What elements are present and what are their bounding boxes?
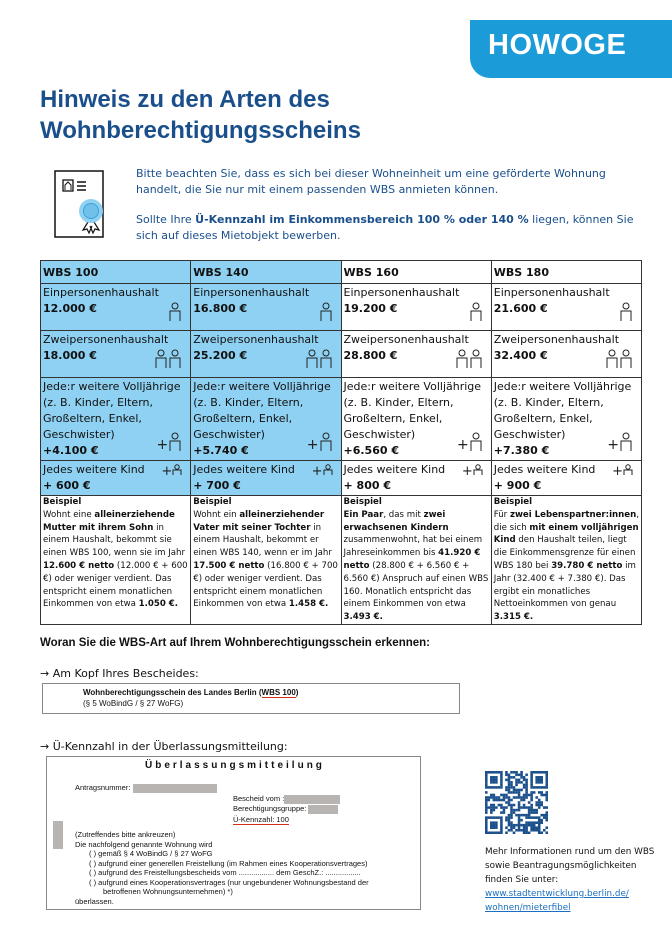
column-header: WBS 100 <box>41 261 191 284</box>
row-label: Jedes weitere Kind <box>493 463 596 476</box>
page-title: Hinweis zu den Arten des Wohnberechtigungsscheins <box>40 86 361 144</box>
highlight-text: Ü-Kennzahl im Einkommensbereich 100 % oder 140 % <box>195 213 529 226</box>
column-header: WBS 140 <box>191 261 341 284</box>
row-label: Einpersonenhaushalt <box>493 286 610 299</box>
person-icon: + <box>462 464 483 491</box>
example-label: Beispiel <box>43 497 82 507</box>
wbs-income-table <box>40 260 642 625</box>
row-label: Einpersonenhaushalt <box>193 286 310 299</box>
income-cell-child <box>41 461 191 496</box>
redacted <box>133 784 217 793</box>
income-amount: 12.000 € <box>43 302 97 315</box>
example-label: Beispiel <box>493 497 533 507</box>
income-cell-child <box>341 461 491 496</box>
person-icon: + <box>161 464 182 491</box>
income-cell-adult <box>491 378 641 461</box>
income-cell-adult <box>191 378 341 461</box>
option: ( ) gemäß § 4 WoBindG / § 27 WoFG <box>89 849 213 858</box>
income-amount: 19.200 € <box>343 302 398 315</box>
column-header: WBS 180 <box>491 261 641 284</box>
text: liegen, können Sie sich auf dieses Mietobjekt bewerben. <box>136 213 634 242</box>
example-text: mit einem volljährigen Kind <box>493 522 639 546</box>
intro-paragraph-2 <box>136 212 646 244</box>
example-text: 1.458 €. <box>288 599 329 610</box>
link-part[interactable]: wohnen/mieterfibel <box>485 903 571 913</box>
mitteilung-title: Überlassungsmitteilung <box>145 760 325 771</box>
row-label: Jede:r weitere Volljährige (z. B. Kinder, Eltern, Großeltern, Enkel, Geschwister) <box>193 380 331 441</box>
person-icon: + <box>307 432 333 456</box>
more-info <box>485 845 665 915</box>
person-icon <box>469 302 483 326</box>
row-label: Zweipersonenhaushalt <box>343 333 469 346</box>
row-label: Jedes weitere Kind <box>193 463 295 476</box>
redacted <box>308 805 338 814</box>
income-amount: + 700 € <box>193 479 241 492</box>
example-text: in einem Haushalt, bekommt sie einen WBS 100, wenn sie im Jahr <box>43 522 185 559</box>
income-amount: +6.560 € <box>343 444 399 457</box>
income-cell-adult <box>41 378 191 461</box>
bescheid-example <box>42 683 460 714</box>
row-label: Zweipersonenhaushalt <box>493 333 620 346</box>
income-amount: 16.800 € <box>193 302 248 315</box>
text: Sollte Ihre <box>136 213 196 226</box>
person-icon: + <box>157 432 183 456</box>
column-header: WBS 160 <box>341 261 491 284</box>
income-cell-two <box>41 331 191 378</box>
label: Antragsnummer: <box>75 783 131 792</box>
text: überlassen. <box>75 896 114 906</box>
option: ( ) aufgrund des Freistellungsbescheids vom ................. dem GeschZ.: ................. <box>89 868 361 877</box>
row-label: Einpersonenhaushalt <box>343 286 460 299</box>
wbs-type-underlined: WBS 100 <box>261 688 296 697</box>
section-heading: Woran Sie die WBS-Art auf Ihrem Wohnberechtigungsschein erkennen: <box>40 637 430 649</box>
example-text: 3.493 €. <box>343 612 383 623</box>
redacted <box>53 821 63 849</box>
intro-text <box>136 166 646 258</box>
income-cell-two <box>491 331 641 378</box>
example-text: (12.000 € + 600 €) oder weniger verdient. Das entspricht einem monatlichen Einkommen von etwa <box>43 560 188 610</box>
income-amount: 25.200 € <box>193 349 248 362</box>
person-icon: + <box>607 432 633 456</box>
income-amount: 28.800 € <box>343 349 398 362</box>
income-amount: 18.000 € <box>43 349 97 362</box>
income-amount: 21.600 € <box>493 302 548 315</box>
row-label: Einpersonenhaushalt <box>43 286 159 299</box>
example-text: Ein Paar <box>343 509 384 520</box>
row-label: Jede:r weitere Volljährige (z. B. Kinder, Eltern, Großeltern, Enkel, Geschwister) <box>343 380 482 441</box>
text: ) <box>295 688 299 697</box>
example-text: im Jahr (32.400 € + 7.380 €). Das ergibt ein monatliches Nettoeinkommen von genau <box>493 560 636 610</box>
option: betroffenen Wohnungsunternehmen) *) <box>103 887 233 896</box>
text: Die nachfolgend genannte Wohnung wird <box>75 839 213 849</box>
person-icon <box>319 302 333 326</box>
example-cell <box>491 496 641 625</box>
example-text: alleinerziehender Vater mit seiner Tochter <box>193 509 325 533</box>
income-amount: +4.100 € <box>43 444 99 457</box>
link-part[interactable]: www.stadtentwicklung.berlin.de/ <box>485 889 629 899</box>
legal-reference: (§ 5 WoBindG / § 27 WoFG) <box>83 699 184 708</box>
example-text: Für <box>493 509 510 520</box>
person-icon <box>605 349 633 373</box>
example-text: (16.800 € + 700 €) oder weniger verdient. Das entspricht einem monatlichen Einkommen von etwa <box>193 560 338 610</box>
row-label: Jede:r weitere Volljährige (z. B. Kinder, Eltern, Großeltern, Enkel, Geschwister) <box>493 380 632 441</box>
person-icon <box>619 302 633 326</box>
income-amount: +5.740 € <box>193 444 249 457</box>
text: Wohnberechtigungsschein des Landes Berlin ( <box>83 688 262 697</box>
example-label: Beispiel <box>343 497 382 507</box>
redacted <box>284 795 340 804</box>
row-label: Zweipersonenhaushalt <box>193 333 319 346</box>
row-label: Zweipersonenhaushalt <box>43 333 169 346</box>
row-label: Jedes weitere Kind <box>43 463 145 476</box>
income-cell-two <box>341 331 491 378</box>
income-amount: + 900 € <box>493 479 542 492</box>
income-amount: +7.380 € <box>493 444 550 457</box>
option: ( ) aufgrund eines Kooperationsvertrages (nur ungebundener Wohnungsbestand der <box>89 877 369 887</box>
example-text: 17.500 € netto <box>193 560 265 571</box>
example-text: zusammenwohnt, hat bei einem Jahreseinkommen bis <box>343 535 483 559</box>
example-label: Beispiel <box>193 497 232 507</box>
income-cell-adult <box>341 378 491 461</box>
example-text: 41.920 € netto <box>343 548 481 571</box>
person-icon <box>455 349 483 373</box>
income-cell-one <box>341 284 491 331</box>
example-text: Wohnt ein <box>193 509 240 520</box>
kennzahl-underlined: Ü-Kennzahl: 100 <box>233 815 289 824</box>
example-cell <box>341 496 491 625</box>
more-info-text: Mehr Informationen rund um den WBS sowie Beantragungsmöglichkeiten finden Sie unter: <box>485 847 655 885</box>
income-cell-child <box>191 461 341 496</box>
text: (Zutreffendes bitte ankreuzen) <box>75 830 176 839</box>
person-icon <box>154 349 182 373</box>
example-text: zwei erwachsenen Kindern <box>343 509 449 533</box>
example-text: , das mit <box>383 509 424 520</box>
howoge-logo: HOWOGE <box>470 20 672 78</box>
example-text: 12.600 € netto <box>43 560 115 571</box>
row-label: Jedes weitere Kind <box>343 463 446 476</box>
example-text: 1.050 €. <box>138 599 179 610</box>
info-link[interactable] <box>485 889 629 913</box>
row-label: Jede:r weitere Volljährige (z. B. Kinder, Eltern, Großeltern, Enkel, Geschwister) <box>43 380 181 441</box>
example-text: zwei Lebenspartner:innen <box>509 509 637 520</box>
income-cell-one <box>41 284 191 331</box>
example-text: , die sich <box>493 509 639 533</box>
item-mitteilung-label: → Ü-Kennzahl in der Überlassungsmitteilung: <box>40 740 288 753</box>
option: ( ) aufgrund einer generellen Freistellung (im Rahmen eines Kooperationsvertrages) <box>89 858 368 868</box>
person-icon: + <box>612 464 633 491</box>
label: Bescheid vom : <box>233 794 285 803</box>
mitteilung-example <box>46 756 421 910</box>
label: Berechtigungsgruppe: <box>233 804 307 813</box>
example-cell <box>191 496 341 625</box>
person-icon <box>168 302 182 326</box>
item-bescheid-label: → Am Kopf Ihres Bescheides: <box>40 667 199 680</box>
example-text: alleinerziehende Mutter mit ihrem Sohn <box>43 509 175 533</box>
example-text: Wohnt eine <box>43 509 95 520</box>
example-text: 39.780 € netto <box>551 560 623 571</box>
income-amount: + 600 € <box>43 479 91 492</box>
example-text: in einem Haushalt, bekommt er einen WBS 140, wenn er im Jahr <box>193 522 332 559</box>
qr-code[interactable] <box>485 771 548 834</box>
example-cell <box>41 496 191 625</box>
example-text: (28.800 € + 6.560 € + 6.560 €) Anspruch auf einen WBS 160. Monatlich entspricht das einem Einkommen von etwa <box>343 560 489 610</box>
person-icon: + <box>312 464 333 491</box>
income-cell-two <box>191 331 341 378</box>
certificate-icon <box>54 170 106 240</box>
person-icon <box>305 349 333 373</box>
income-amount: + 800 € <box>343 479 391 492</box>
income-cell-one <box>491 284 641 331</box>
income-cell-child <box>491 461 641 496</box>
example-text: den Haushalt teilen, liegt die Einkommensgrenze für einen WBS 180 bei <box>493 535 636 571</box>
intro-paragraph-1: Bitte beachten Sie, dass es sich bei dieser Wohneinheit um eine geförderte Wohnung handelt, die Sie nur mit einem passenden WBS anmieten können. <box>136 167 606 196</box>
income-cell-one <box>191 284 341 331</box>
person-icon: + <box>457 432 483 456</box>
income-amount: 32.400 € <box>493 349 548 362</box>
example-text: 3.315 €. <box>493 612 534 623</box>
